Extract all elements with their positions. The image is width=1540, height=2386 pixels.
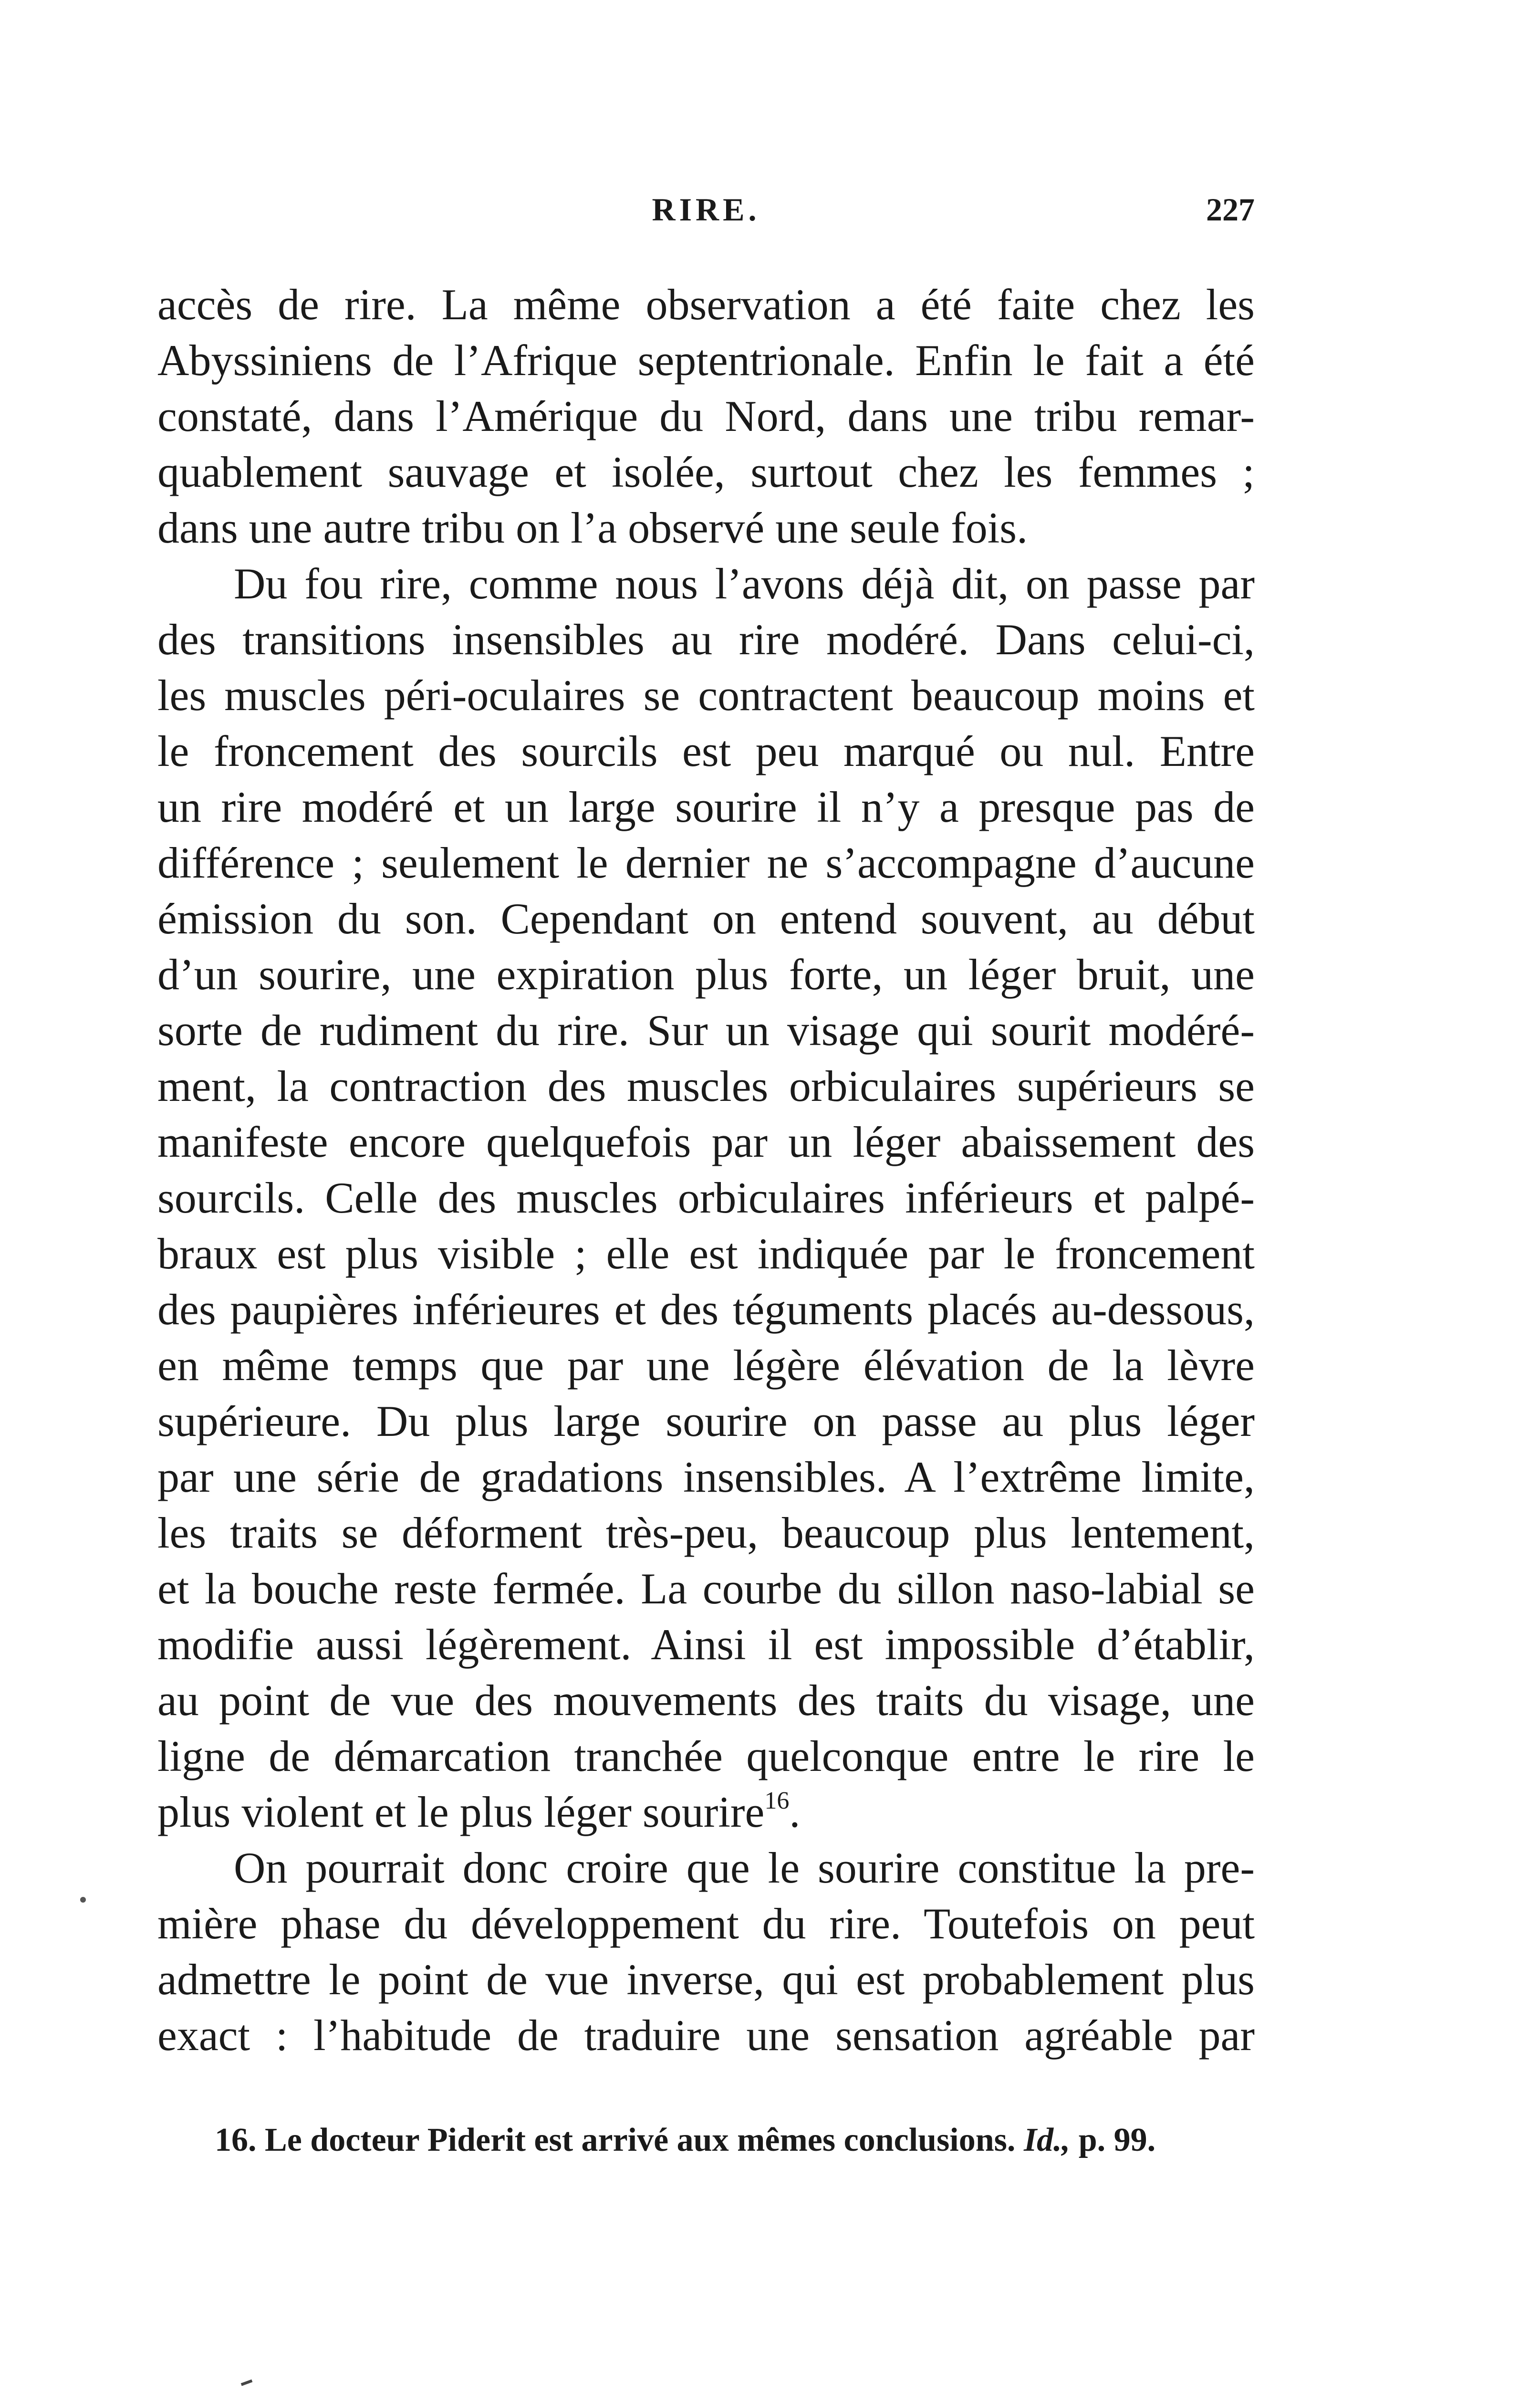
text-line: ment, la contraction des muscles orbiculaires supérieurs se bbox=[157, 1062, 1255, 1110]
text-line: les traits se déforment très-peu, beaucoup plus lentement, bbox=[157, 1508, 1255, 1557]
text-line: Abyssiniens de l’Afrique septentrionale. Enfin le fait a été bbox=[157, 336, 1255, 385]
text-line-content: plus violent et le plus léger sourire bbox=[157, 1788, 765, 1836]
text-line: admettre le point de vue inverse, qui est probablement plus bbox=[157, 1955, 1255, 2004]
text-line: manifeste encore quelquefois par un léger abaissement des bbox=[157, 1118, 1255, 1166]
text-line: différence ; seulement le dernier ne s’accompagne d’aucune bbox=[157, 838, 1255, 887]
text-line: Du fou rire, comme nous l’avons déjà dit, on passe par bbox=[234, 559, 1255, 608]
footnotes bbox=[215, 2119, 1312, 2162]
text-line: émission du son. Cependant on entend souvent, au début bbox=[157, 894, 1255, 943]
text-line: un rire modéré et un large sourire il n’y a presque pas de bbox=[157, 783, 1255, 831]
footnote-16 bbox=[215, 2119, 1312, 2162]
text-line: les muscles péri-oculaires se contractent beaucoup moins et bbox=[157, 671, 1255, 720]
text-line: et la bouche reste fermée. La courbe du sillon naso-labial se bbox=[157, 1564, 1255, 1613]
text-line: par une série de gradations insensibles. A l’extrême limite, bbox=[157, 1453, 1255, 1501]
text-line: des transitions insensibles au rire modéré. Dans celui-ci, bbox=[157, 615, 1255, 664]
footnote-ibid: Id., bbox=[1023, 2122, 1071, 2158]
text-line: sorte de rudiment du rire. Sur un visage qui sourit modéré- bbox=[157, 1006, 1255, 1055]
running-title: RIRE. bbox=[652, 191, 760, 228]
text-line: accès de rire. La même observation a été faite chez les bbox=[157, 280, 1255, 329]
text-line: des paupières inférieures et des téguments placés au-dessous, bbox=[157, 1285, 1255, 1334]
text-line: supérieure. Du plus large sourire on passe au plus léger bbox=[157, 1397, 1255, 1445]
text-line: en même temps que par une légère élévation de la lèvre bbox=[157, 1341, 1255, 1390]
text-line-with-footnote-ref bbox=[157, 1784, 1255, 1840]
margin-dash bbox=[241, 2379, 253, 2386]
footnote-reference: 16 bbox=[764, 1787, 790, 1814]
footnote-number: 16. bbox=[215, 2122, 257, 2158]
text-line: braux est plus visible ; elle est indiquée par le froncement bbox=[157, 1229, 1255, 1278]
margin-speck bbox=[80, 1897, 86, 1903]
footnote-reference-period: . bbox=[789, 1788, 801, 1836]
text-line: constaté, dans l’Amérique du Nord, dans une tribu remar- bbox=[157, 392, 1255, 440]
page-header bbox=[157, 191, 1255, 248]
text-line: On pourrait donc croire que le sourire constitue la pre- bbox=[234, 1843, 1255, 1892]
text-line: le froncement des sourcils est peu marqué ou nul. Entre bbox=[157, 727, 1255, 775]
footnote-text: Le docteur Piderit est arrivé aux mêmes conclusions. bbox=[265, 2122, 1016, 2158]
text-line: dans une autre tribu on l’a observé une seule fois. bbox=[157, 503, 1028, 552]
text-line: exact : l’habitude de traduire une sensation agréable par bbox=[157, 2011, 1255, 2060]
text-line: au point de vue des mouvements des traits du visage, une bbox=[157, 1676, 1255, 1725]
text-line: ligne de démarcation tranchée quelconque entre le rire le bbox=[157, 1732, 1255, 1780]
body-text bbox=[157, 277, 1255, 2063]
text-line: mière phase du développement du rire. Toutefois on peut bbox=[157, 1899, 1255, 1948]
page-number: 227 bbox=[1206, 191, 1255, 228]
text-line: quablement sauvage et isolée, surtout chez les femmes ; bbox=[157, 448, 1255, 496]
text-line: d’un sourire, une expiration plus forte, un léger bruit, une bbox=[157, 950, 1255, 999]
text-line: modifie aussi légèrement. Ainsi il est impossible d’établir, bbox=[157, 1620, 1255, 1669]
text-line: sourcils. Celle des muscles orbiculaires inférieurs et palpé- bbox=[157, 1173, 1255, 1222]
footnote-page: p. 99. bbox=[1078, 2122, 1156, 2158]
